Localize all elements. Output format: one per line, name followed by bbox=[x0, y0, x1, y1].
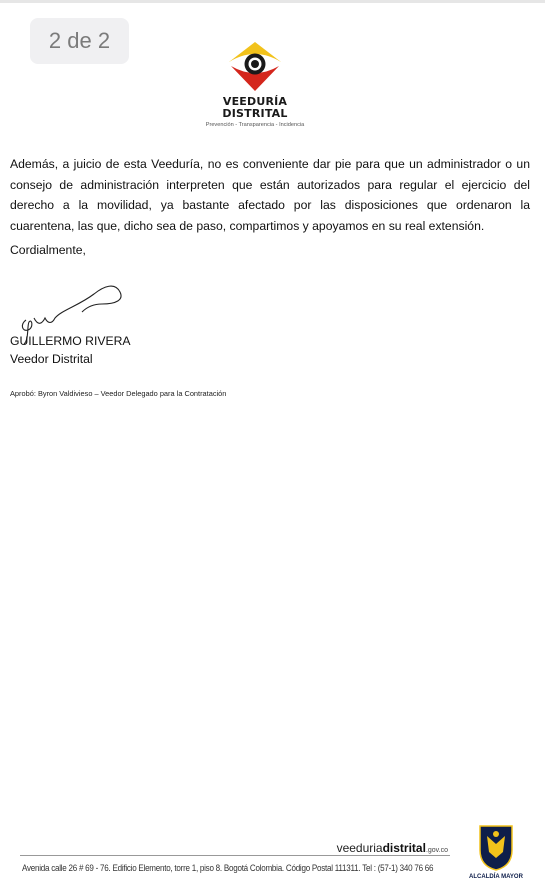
logo-name-line2: DISTRITAL bbox=[222, 107, 288, 120]
footer-divider bbox=[20, 855, 450, 856]
footer-mayor-label: ALCALDÍA MAYOR bbox=[469, 874, 523, 880]
veeduria-logo bbox=[200, 40, 310, 136]
bogota-crest-icon bbox=[476, 822, 516, 872]
website-prefix: veeduria bbox=[336, 841, 383, 855]
website-suffix: .gov.co bbox=[425, 847, 448, 854]
signer-title: Veedor Distrital bbox=[10, 352, 93, 366]
top-edge bbox=[0, 0, 545, 3]
signer-name: GUILLERMO RIVERA bbox=[10, 334, 131, 348]
page-indicator: 2 de 2 bbox=[30, 18, 129, 64]
website-bold: distrital bbox=[382, 841, 426, 855]
handwritten-signature bbox=[12, 262, 124, 342]
logo-name-line1: VEEDURÍA bbox=[222, 95, 288, 108]
letter-body: Además, a juicio de esta Veeduría, no es conveniente dar pie para que un administrador o un consejo de administración interpreten que están autorizados para regular el ejercicio del derecho a la movilidad, ya bastante afectado por las disposiciones que ordenaron la cuarentena, las que, dicho sea de paso, compartimos y apoyamos en su real extensión. bbox=[10, 157, 530, 233]
footer-website bbox=[270, 841, 448, 855]
letter-closing: Cordialmente, bbox=[10, 243, 86, 257]
approval-note: Aprobó: Byron Valdivieso – Veedor Delegado para la Contratación bbox=[10, 389, 227, 398]
footer-address: Avenida calle 26 # 69 - 76. Edificio Elemento, torre 1, piso 8. Bogotá Colombia. Código Postal 111311. Tel : (57-1) 340 76 66 bbox=[22, 863, 434, 874]
logo-tagline: Prevención - Transparencia - Incidencia bbox=[205, 122, 305, 128]
veeduria-eye-logo-icon bbox=[227, 40, 283, 92]
